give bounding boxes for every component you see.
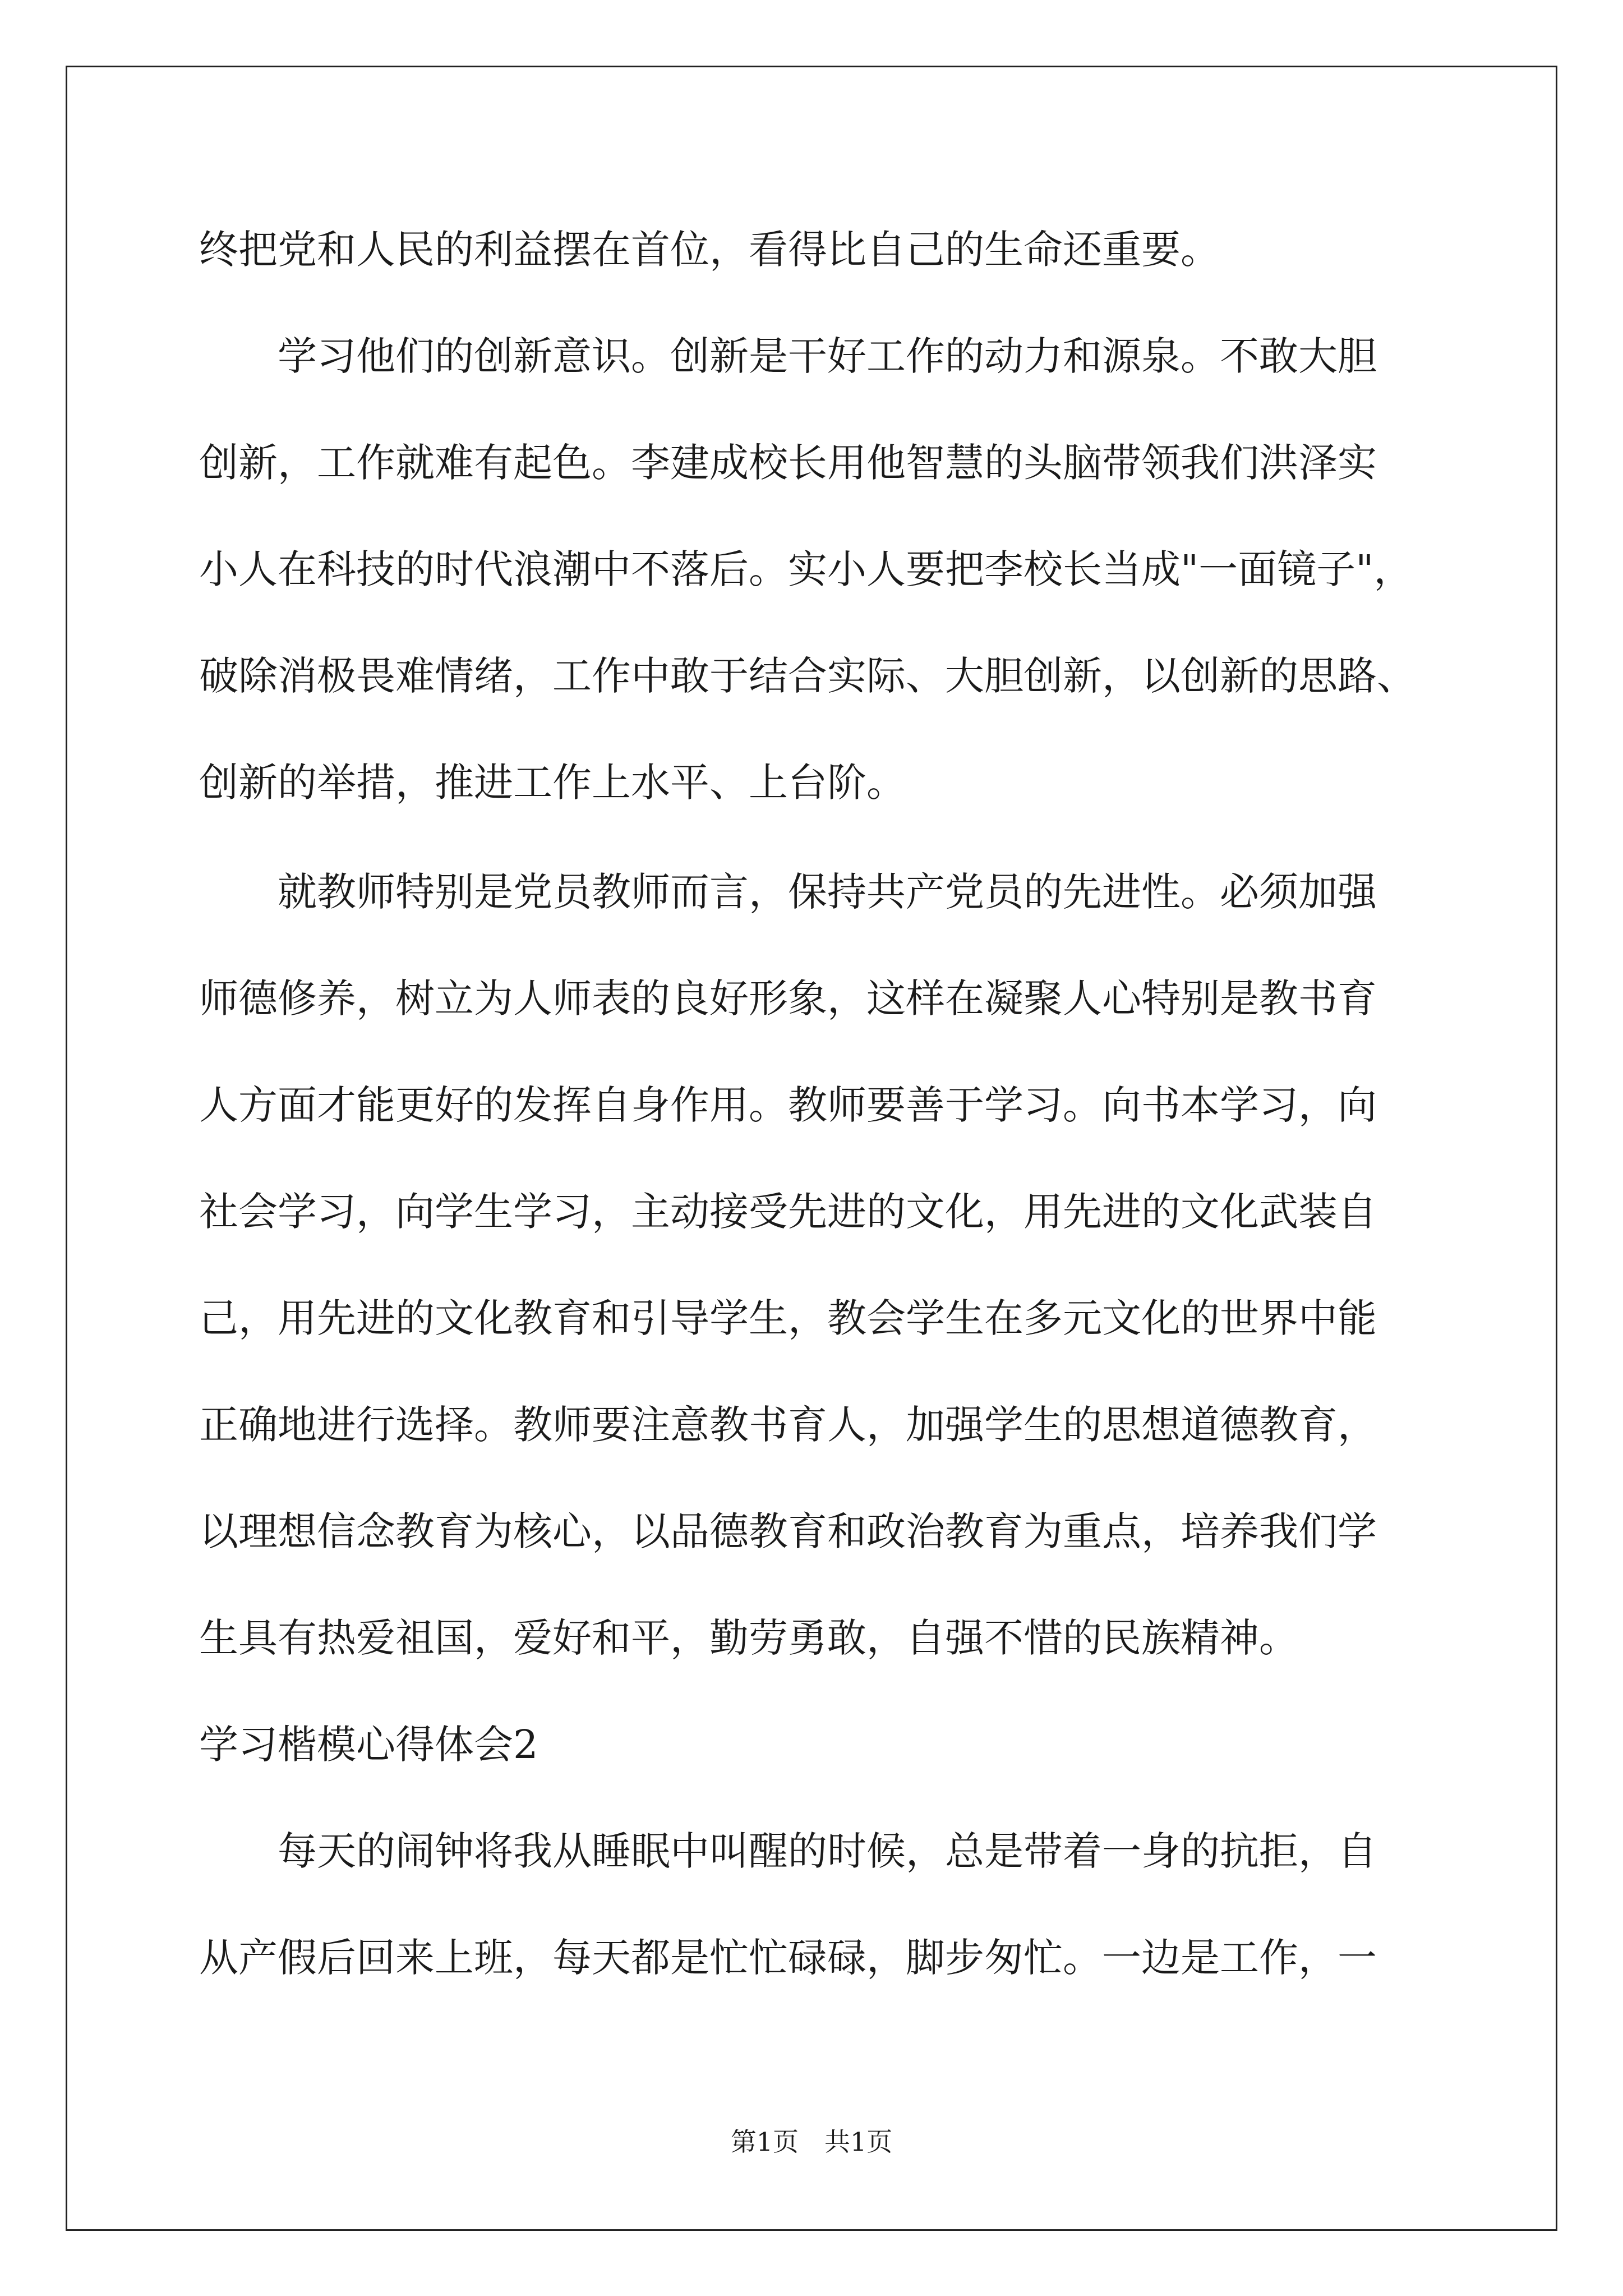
text-line: 就教师特别是党员教师而言，保持共产党员的先进性。必须加强 [278, 869, 1377, 915]
section-heading: 学习楷模心得体会2 [199, 1722, 538, 1768]
text-line: 创新，工作就难有起色。李建成校长用他智慧的头脑带领我们洪泽实 [199, 440, 1377, 486]
text-line: 师德修养，树立为人师表的良好形象，这样在凝聚人心特别是教书育 [199, 976, 1377, 1022]
text-line: 己，用先进的文化教育和引导学生，教会学生在多元文化的世界中能 [199, 1295, 1377, 1341]
text-line: 终把党和人民的利益摆在首位，看得比自己的生命还重要。 [199, 227, 1220, 273]
text-line: 破除消极畏难情绪，工作中敢于结合实际、大胆创新，以创新的思路、 [199, 653, 1416, 699]
text-line: 以理想信念教育为核心，以品德教育和政治教育为重点，培养我们学 [199, 1508, 1377, 1554]
text-line: 小人在科技的时代浪潮中不落后。实小人要把李校长当成"一面镜子"， [199, 546, 1413, 592]
text-line: 正确地进行选择。教师要注意教书育人，加强学生的思想道德教育， [199, 1402, 1377, 1448]
text-line: 学习他们的创新意识。创新是干好工作的动力和源泉。不敢大胆 [278, 333, 1377, 379]
text-line: 创新的举措，推进工作上水平、上台阶。 [199, 760, 906, 806]
text-line: 每天的闹钟将我从睡眠中叫醒的时候，总是带着一身的抗拒，自 [278, 1828, 1377, 1874]
text-line: 人方面才能更好的发挥自身作用。教师要善于学习。向书本学习，向 [199, 1082, 1377, 1128]
text-line: 从产假后回来上班，每天都是忙忙碌碌，脚步匆忙。一边是工作，一 [199, 1935, 1377, 1981]
text-line: 生具有热爱祖国，爱好和平，勤劳勇敢，自强不惜的民族精神。 [199, 1615, 1298, 1661]
page-border [66, 66, 1557, 2231]
text-line: 社会学习，向学生学习，主动接受先进的文化，用先进的文化武装自 [199, 1189, 1377, 1235]
page-footer: 第1页 共1页 [730, 2127, 893, 2157]
